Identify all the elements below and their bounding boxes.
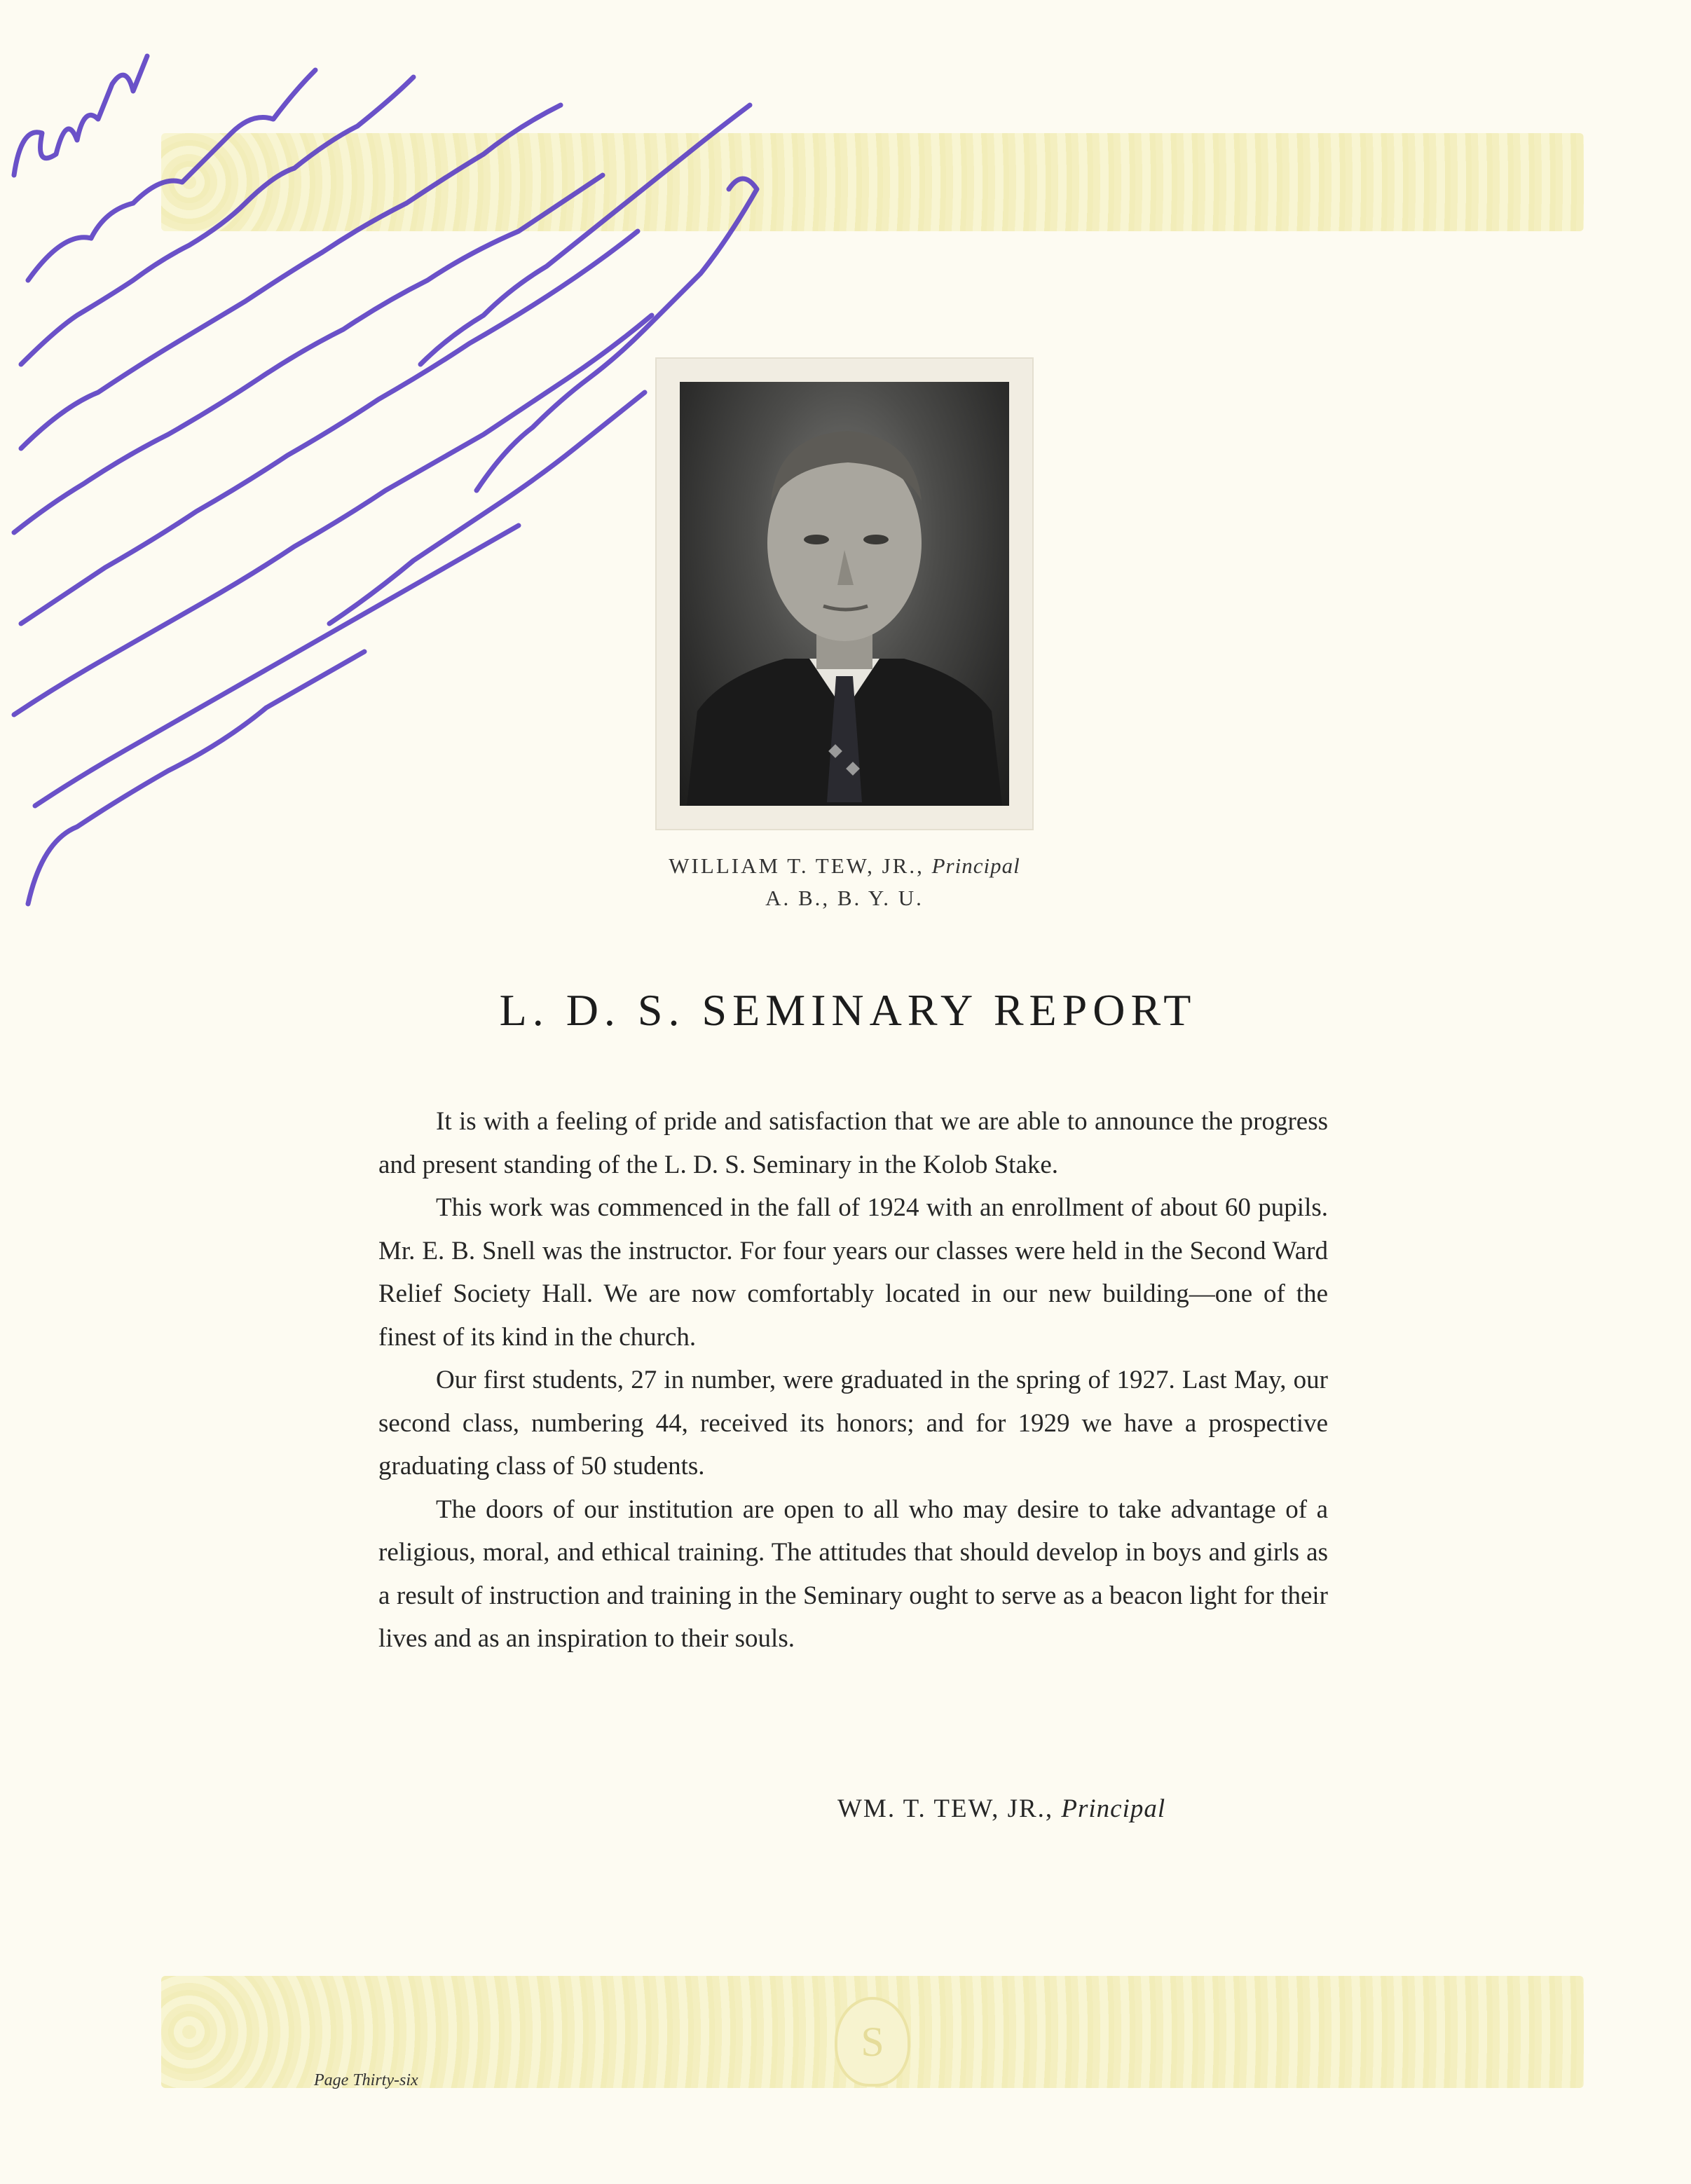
signature-role: Principal bbox=[1061, 1794, 1166, 1823]
signature-line bbox=[837, 1794, 1258, 1824]
monogram-shield: S bbox=[835, 1997, 910, 2087]
paragraph: The doors of our institution are open to all who may desire to take advantage of a religious, moral, and ethical training. The attitudes that should develop in boys and girls as a result of instruction and training in the Seminary ought to serve as a beacon light for their lives and as an inspiration to their souls. bbox=[378, 1495, 1328, 1653]
page-title: L. D. S. SEMINARY REPORT bbox=[499, 985, 1197, 1035]
caption-role: Principal bbox=[931, 853, 1020, 878]
paragraph: It is with a feeling of pride and satisfaction that we are able to announce the progress and present standing of the L. D. S. Seminary in the Kolob Stake. bbox=[378, 1107, 1328, 1179]
paragraph: This work was commenced in the fall of 1924 with an enrollment of about 60 pupils. Mr. E. B. Snell was the instructor. For four years our classes were held in the Second Ward Relief Society Hall. We are now comfortably located in our new building—one of the finest of its kind in the church. bbox=[378, 1193, 1328, 1352]
portrait-caption-degree: A. B., B. Y. U. bbox=[765, 886, 924, 910]
page-number: Page Thirty-six bbox=[314, 2071, 418, 2089]
caption-name: WILLIAM T. TEW, JR., bbox=[669, 853, 924, 878]
report-body bbox=[378, 1100, 1328, 1661]
handwritten-inscription bbox=[0, 0, 778, 939]
paragraph: Our first students, 27 in number, were graduated in the spring of 1927. Last May, our second class, numbering 44, received its honors; and for 1929 we have a prospective graduating class of 50 students. bbox=[378, 1366, 1328, 1481]
signature-name: WM. T. TEW, JR., bbox=[837, 1794, 1054, 1823]
